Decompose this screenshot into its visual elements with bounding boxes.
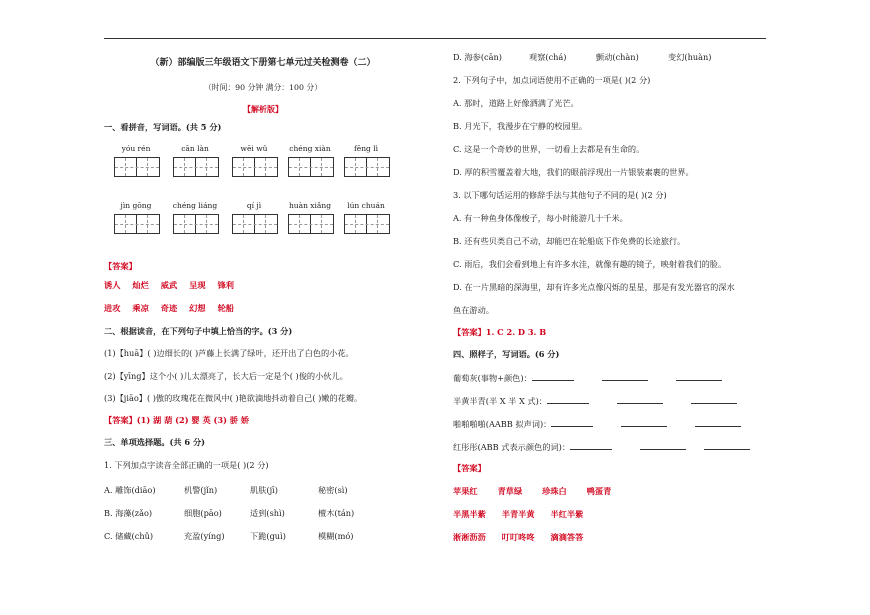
answer-word: 乘凉 — [132, 303, 149, 313]
q4-line-2 — [453, 395, 737, 407]
writing-grid[interactable] — [114, 214, 160, 234]
header-rule — [104, 38, 766, 39]
q2-heading: 二、根据读音，在下列句子中填上恰当的字。(3 分) — [104, 326, 293, 336]
q4-answer-label: 【答案】 — [453, 463, 486, 473]
writing-grid[interactable] — [344, 157, 390, 177]
fill-blank[interactable] — [602, 372, 648, 381]
pinyin-label: jìn gōng — [120, 201, 152, 210]
pinyin-label: yóu rén — [121, 144, 151, 153]
answer-word: 诱人 — [104, 280, 121, 290]
option-word: 细胞(pāo) — [184, 508, 222, 518]
q4-answers-row-1 — [453, 486, 623, 497]
answer-word: 叮叮咚咚 — [501, 532, 535, 542]
fill-blank[interactable] — [704, 441, 750, 450]
pinyin-label: wēi wǔ — [240, 144, 268, 153]
q2-sentence-1: (1)【huā】( )边细长的( )芦藤上长满了绿叶，还开出了白色的小花。 — [104, 348, 354, 358]
answer-word: 苹果红 — [453, 486, 478, 496]
answer-word: 半红半紫 — [550, 509, 584, 519]
answer-word: 半青半黄 — [501, 509, 535, 519]
pinyin-item — [169, 144, 221, 177]
fill-blank[interactable] — [570, 441, 612, 450]
q3-q2-option-c: C. 这是一个奇妙的世界，一切看上去都是有生命的。 — [453, 144, 645, 154]
q3-q2-option-b: B. 月光下，我漫步在宁静的校园里。 — [453, 121, 588, 131]
answer-word: 珍珠白 — [542, 486, 567, 496]
q3-q2-option-d: D. 厚的积雪覆盖着大地，我们的眼前浮现出一片银装素裹的世界。 — [453, 167, 694, 177]
q1-answer-label: 【答案】 — [104, 261, 137, 271]
writing-grid[interactable] — [344, 214, 390, 234]
answer-word: 青草绿 — [497, 486, 523, 496]
option-word: C. 储藏(chǔ) — [104, 531, 154, 541]
q4-answers-row-2 — [453, 509, 595, 520]
option-word: 变幻(huàn) — [668, 52, 712, 62]
fill-blank[interactable] — [532, 372, 574, 381]
option-word: 檀木(tán) — [318, 508, 355, 518]
option-word: B. 海藻(zǎo) — [104, 508, 153, 518]
exam-title: （新）部编版三年级语文下册第七单元过关检测卷（二） — [150, 58, 376, 68]
pinyin-item — [340, 144, 392, 177]
pinyin-label: fēng lì — [353, 144, 379, 153]
q3-q3-option-c: C. 雨后，我们会看到地上有许多水洼，就像有趣的镜子，映射着我们的脸。 — [453, 259, 727, 269]
option-word: 颤动(chàn) — [596, 52, 639, 62]
fill-blank[interactable] — [695, 418, 741, 427]
q4-prompt: 葡萄灰(事物+颜色)： — [453, 373, 532, 383]
option-word: A. 雕饰(diāo) — [104, 485, 156, 495]
option-word: 模糊(mó) — [318, 531, 354, 541]
fill-blank[interactable] — [617, 395, 663, 404]
option-word: 秘密(sì) — [318, 485, 348, 495]
q4-prompt: 红彤彤(ABB 式表示颜色的词)： — [453, 442, 571, 452]
q3-question-1: 1. 下列加点字读音全部正确的一项是( )(2 分) — [104, 460, 269, 470]
option-word: 观察(chá) — [529, 52, 567, 62]
edition-badge: 【解析版】 — [243, 104, 283, 114]
option-word: 下跪(guì) — [250, 531, 286, 541]
fill-blank[interactable] — [676, 372, 722, 381]
q4-line-4 — [453, 441, 750, 453]
q4-answers-row-3 — [453, 532, 595, 543]
pinyin-item — [110, 201, 162, 234]
q4-line-1 — [453, 372, 722, 384]
answer-word: 淅淅沥沥 — [453, 532, 486, 542]
writing-grid[interactable] — [232, 157, 278, 177]
pinyin-item — [228, 144, 280, 177]
pinyin-item — [284, 201, 336, 234]
q3-answer: 【答案】1. C 2. D 3. B — [453, 327, 547, 337]
q1-heading: 一、看拼音，写词语。(共 5 分) — [104, 122, 222, 132]
option-word: 充盈(yíng) — [184, 531, 225, 541]
q4-line-3 — [453, 418, 741, 430]
pinyin-label: qí jì — [246, 201, 262, 210]
pinyin-item — [340, 201, 392, 234]
q4-prompt: 半黄半青(半 X 半 X 式)： — [453, 396, 547, 406]
fill-blank[interactable] — [547, 395, 589, 404]
answer-word: 呈现 — [189, 280, 206, 290]
answer-word: 威武 — [160, 280, 178, 290]
option-word: 适到(shì) — [250, 508, 285, 518]
pinyin-label: lún chuán — [347, 201, 385, 210]
q3-heading: 三、单项选择题。(共 6 分) — [104, 437, 206, 447]
writing-grid[interactable] — [114, 157, 160, 177]
q3-q3-option-d-line-1: D. 在一片黑暗的深海里，却有许多光点像闪烁的星星，那是有发光器官的深水 — [453, 282, 735, 292]
pinyin-label: chéng liáng — [172, 201, 218, 210]
q2-sentence-2: (2)【yīng】这个小( )儿太漂亮了，长大后一定是个( )俊的小伙儿。 — [104, 371, 348, 381]
pinyin-item — [228, 201, 280, 234]
q3-q3-option-b: B. 还有些贝类自己不动，却能巴在轮船底下作免费的长途旅行。 — [453, 236, 686, 246]
pinyin-label: cān làn — [181, 144, 209, 153]
writing-grid[interactable] — [173, 157, 219, 177]
fill-blank[interactable] — [621, 418, 667, 427]
fill-blank[interactable] — [640, 441, 686, 450]
q3-question-3: 3. 以下哪句话运用的修辞手法与其他句子不同的是( )(2 分) — [453, 190, 667, 200]
pinyin-label: huàn xiǎng — [288, 201, 332, 210]
answer-word: 奇迹 — [160, 303, 178, 313]
q1-answers-row-1 — [104, 280, 246, 291]
q1-answers-row-2 — [104, 303, 246, 314]
option-word: D. 海参(cān) — [453, 52, 502, 62]
answer-word: 灿烂 — [132, 280, 149, 290]
answer-word: 轮船 — [217, 303, 234, 313]
q3-question-2: 2. 下列句子中，加点词语使用不正确的一项是( )(2 分) — [453, 75, 651, 85]
q4-prompt: 啪啪啪啪(AABB 拟声词)： — [453, 419, 552, 429]
fill-blank[interactable] — [551, 418, 593, 427]
writing-grid[interactable] — [232, 214, 278, 234]
fill-blank[interactable] — [691, 395, 737, 404]
answer-word: 进攻 — [104, 303, 121, 313]
option-word: 肌肤(jī) — [250, 485, 278, 495]
answer-word: 鸭蛋青 — [586, 486, 612, 496]
q2-sentence-3: (3)【jiāo】( )傲的玫瑰花在微风中( )艳欲滴地抖动着自己( )嫩的花瓣。 — [104, 393, 363, 403]
writing-grid[interactable] — [288, 157, 334, 177]
pinyin-label: chéng xiàn — [289, 144, 331, 153]
q2-answer: 【答案】(1) 湖 葫 (2) 婴 英 (3) 骄 娇 — [104, 415, 250, 425]
pinyin-item — [169, 201, 221, 234]
writing-grid[interactable] — [288, 214, 334, 234]
answer-word: 幻想 — [189, 303, 206, 313]
q4-heading: 四、照样子，写词语。(6 分) — [453, 349, 560, 359]
q3-q3-option-d-line-2: 鱼在游动。 — [453, 305, 494, 315]
answer-word: 滴滴答答 — [550, 532, 584, 542]
q3-q2-option-a: A. 那时，道路上好像洒满了光芒。 — [453, 98, 579, 108]
writing-grid[interactable] — [173, 214, 219, 234]
option-word: 机警(jǐn) — [184, 485, 218, 495]
answer-word: 半黑半紫 — [453, 509, 486, 519]
q3-q3-option-a: A. 有一种鱼身体像梭子，每小时能游几十千米。 — [453, 213, 628, 223]
pinyin-item — [284, 144, 336, 177]
answer-word: 锋利 — [217, 280, 234, 290]
exam-meta: （时间：90 分钟 满分：100 分） — [203, 83, 322, 92]
pinyin-item — [110, 144, 162, 177]
